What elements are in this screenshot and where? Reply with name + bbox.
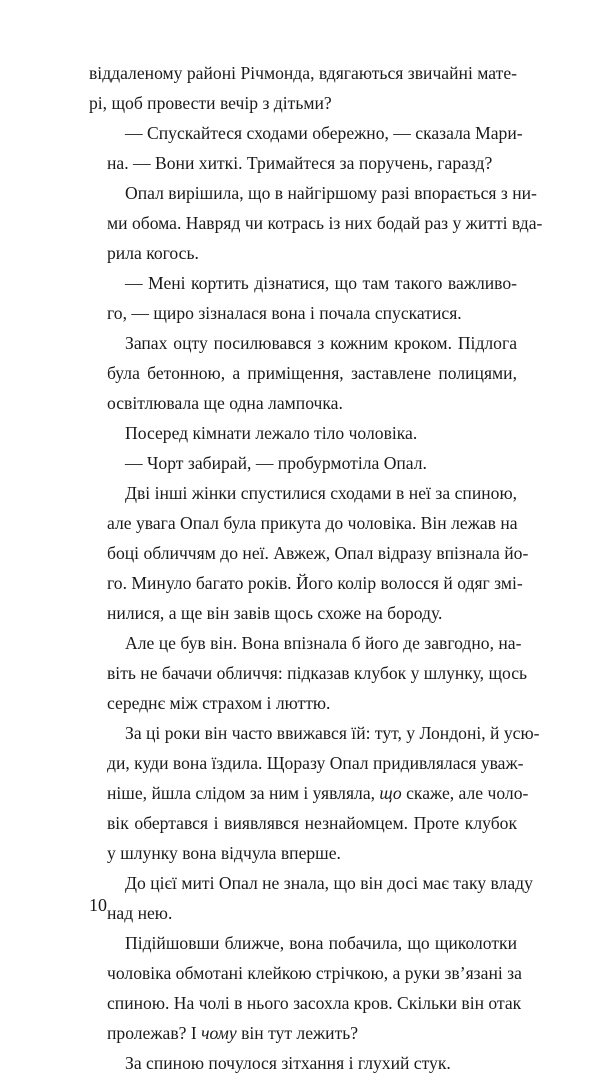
text-line: Посеред кімнати лежало тіло чоловіка. [125,423,418,443]
text-line: — Чорт забирай, — пробурмотіла Опал. [125,453,427,473]
text-line: на. — Вони хиткі. Тримайтеся за поручень, гаразд? [107,153,493,173]
paragraph [89,928,522,1048]
text-line: середнє між страхом і люттю. [107,693,331,713]
paragraph [89,118,523,178]
text-line: До цієї миті Опал не знала, що він досі має таку владу [125,873,533,893]
text-line: була бетонною, а приміщення, заставлене полицями, [107,363,517,383]
paragraph [89,178,543,268]
text-line: чоловіка обмотані клейкою стрічкою, а руки зв’язані за [107,963,522,983]
text-line: рі, щоб провести вечір з дітьми? [89,93,332,113]
text-line: віть не бачачи обличчя: підказав клубок у шлунку, щось [107,663,528,683]
paragraph [89,718,540,868]
paragraph [89,478,529,628]
text-line: За ці роки він часто ввижався їй: тут, у Лондоні, й усю- [125,723,540,743]
paragraph [89,628,528,718]
paragraph [89,1048,517,1078]
text-line: віддаленому районі Річмонда, вдягаються звичайні мате- [89,63,517,83]
text-line: боці обличчям до неї. Авжеж, Опал відразу впізнала йо- [107,543,529,563]
text-line: пролежав? І чому він тут лежить? [107,1023,359,1043]
body-text [89,58,543,1078]
text-line: Опал вирішила, що в найгіршому разі впорається з ни- [125,183,537,203]
text-line: ми обома. Навряд чи котрась із них бодай раз у житті вда- [107,213,543,233]
paragraph [89,328,517,418]
paragraph [89,868,533,928]
text-line: нилися, а ще він завів щось схоже на бороду. [107,603,443,623]
text-line: але увага Опал була прикута до чоловіка. Він лежав на [107,513,518,533]
text-line: го. Минуло багато років. Його колір волосся й одяг змі- [107,573,523,593]
paragraph [89,58,517,118]
paragraph [89,448,517,478]
text-line: — Мені кортить дізнатися, що там такого важливо- [125,273,517,293]
text-line: Дві інші жінки спустилися сходами в неї за спиною, [125,483,517,503]
text-line: освітлювала ще одна лампочка. [107,393,343,413]
text-line: над нею. [107,903,173,923]
text-line: Підійшовши ближче, вона побачила, що щиколотки [125,933,517,953]
text-line: го, — щиро зізналася вона і почала спускатися. [107,303,462,323]
text-line: — Спускайтеся сходами обережно, — сказала Мари- [125,123,523,143]
text-line: спиною. На чолі в нього засохла кров. Скільки він отак [107,993,522,1013]
text-line: Але це був він. Вона впізнала б його де завгодно, на- [125,633,522,653]
text-line: ніше, йшла слідом за ним і уявляла, що скаже, але чоло- [107,783,529,803]
text-line: Запах оцту посилювався з кожним кроком. Підлога [125,333,517,353]
page-number: 10 [89,895,107,915]
paragraph [89,418,517,448]
text-line: вік обертався і виявлявся незнайомцем. Проте клубок [107,813,517,833]
paragraph [89,268,517,328]
text-line: ди, куди вона їздила. Щоразу Опал придивлялася уваж- [107,753,524,773]
text-line: рила когось. [107,243,199,263]
text-line: у шлунку вона відчула вперше. [107,843,341,863]
text-line: За спиною почулося зітхання і глухий стук. [125,1053,451,1073]
